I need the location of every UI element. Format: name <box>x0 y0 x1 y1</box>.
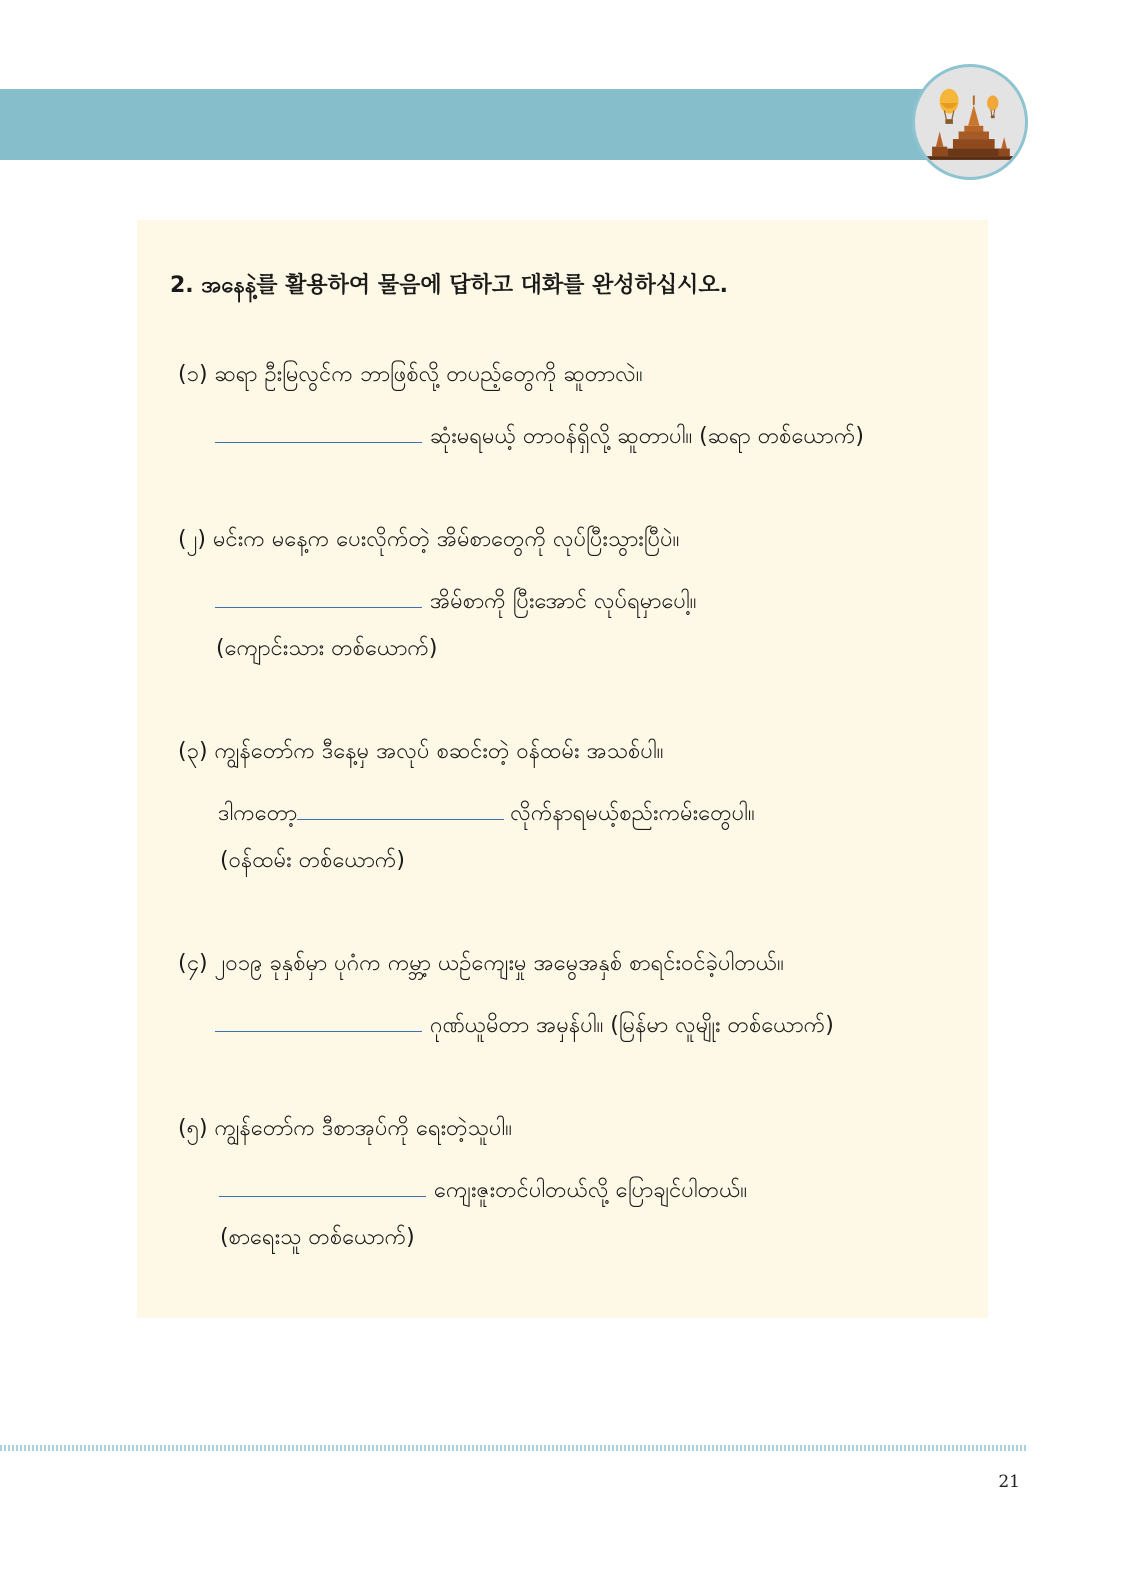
answer-blank-1[interactable] <box>215 424 422 443</box>
header-band <box>0 89 950 160</box>
question-5: (၅) ကျွန်တော်က ဒီစာအုပ်ကို ရေးတဲ့သူပါ။ <box>178 1116 512 1141</box>
answer-text-2: အိမ်စာကို ပြီးအောင် လုပ်ရမှာပေါ့။ <box>430 589 697 614</box>
question-1: (၁) ဆရာ ဦးမြလွင်က ဘာဖြစ်လို့ တပည့်တွေကို ဆူတာလဲ။ <box>178 362 643 387</box>
answer-text-1: ဆုံးမရမယ့် တာဝန်ရှိလို့ ဆူတာပါ။ (ဆရာ တစ်ယောက်) <box>430 424 864 449</box>
question-4: (၄) ၂၀၁၉ ခုနှစ်မှာ ပုဂံက ကမ္ဘာ့ ယဉ်ကျေးမှု အမွေအနှစ် စာရင်းဝင်ခဲ့ပါတယ်။ <box>178 951 784 976</box>
answer-blank-5[interactable] <box>219 1178 426 1197</box>
answer-text-3: လိုက်နာရမယ့်စည်းကမ်းတွေပါ။ <box>510 801 755 826</box>
answer-line-3 <box>218 801 755 827</box>
answer-prefix-3: ဒါကတော့ <box>218 801 298 826</box>
answer-line-4 <box>215 1013 834 1039</box>
question-2: (၂) မင်းက မနေ့က ပေးလိုက်တဲ့ အိမ်စာတွေကို လုပ်ပြီးသွားပြီပဲ။ <box>178 527 680 552</box>
footer-divider <box>0 1445 1027 1451</box>
answer-blank-3[interactable] <box>297 801 504 820</box>
page-number: 21 <box>998 1472 1020 1492</box>
question-3: (၃) ကျွန်တော်က ဒီနေ့မှ အလုပ် စဆင်းတဲ့ ဝန်ထမ်း အသစ်ပါ။ <box>178 739 664 764</box>
hint-5: (စာရေးသူ တစ်ယောက်) <box>220 1225 415 1250</box>
answer-blank-4[interactable] <box>215 1013 422 1032</box>
answer-line-1 <box>215 424 864 450</box>
exercise-heading: 2. အနေနဲ့를 활용하여 물음에 답하고 대화를 완성하십시오. <box>170 273 728 298</box>
answer-blank-2[interactable] <box>215 589 422 608</box>
answer-line-5 <box>219 1178 747 1204</box>
hint-3: (ဝန်ထမ်း တစ်ယောက်) <box>220 848 405 873</box>
answer-line-2 <box>215 589 696 615</box>
hint-2: (ကျောင်းသား တစ်ယောက်) <box>216 636 438 661</box>
answer-text-4: ဂုဏ်ယူမိတာ အမှန်ပါ။ (မြန်မာ လူမျိုး တစ်ယောက်) <box>430 1013 834 1038</box>
pagoda-balloons-icon <box>912 64 1028 180</box>
answer-text-5: ကျေးဇူးတင်ပါတယ်လို့ ပြောချင်ပါတယ်။ <box>434 1178 748 1203</box>
